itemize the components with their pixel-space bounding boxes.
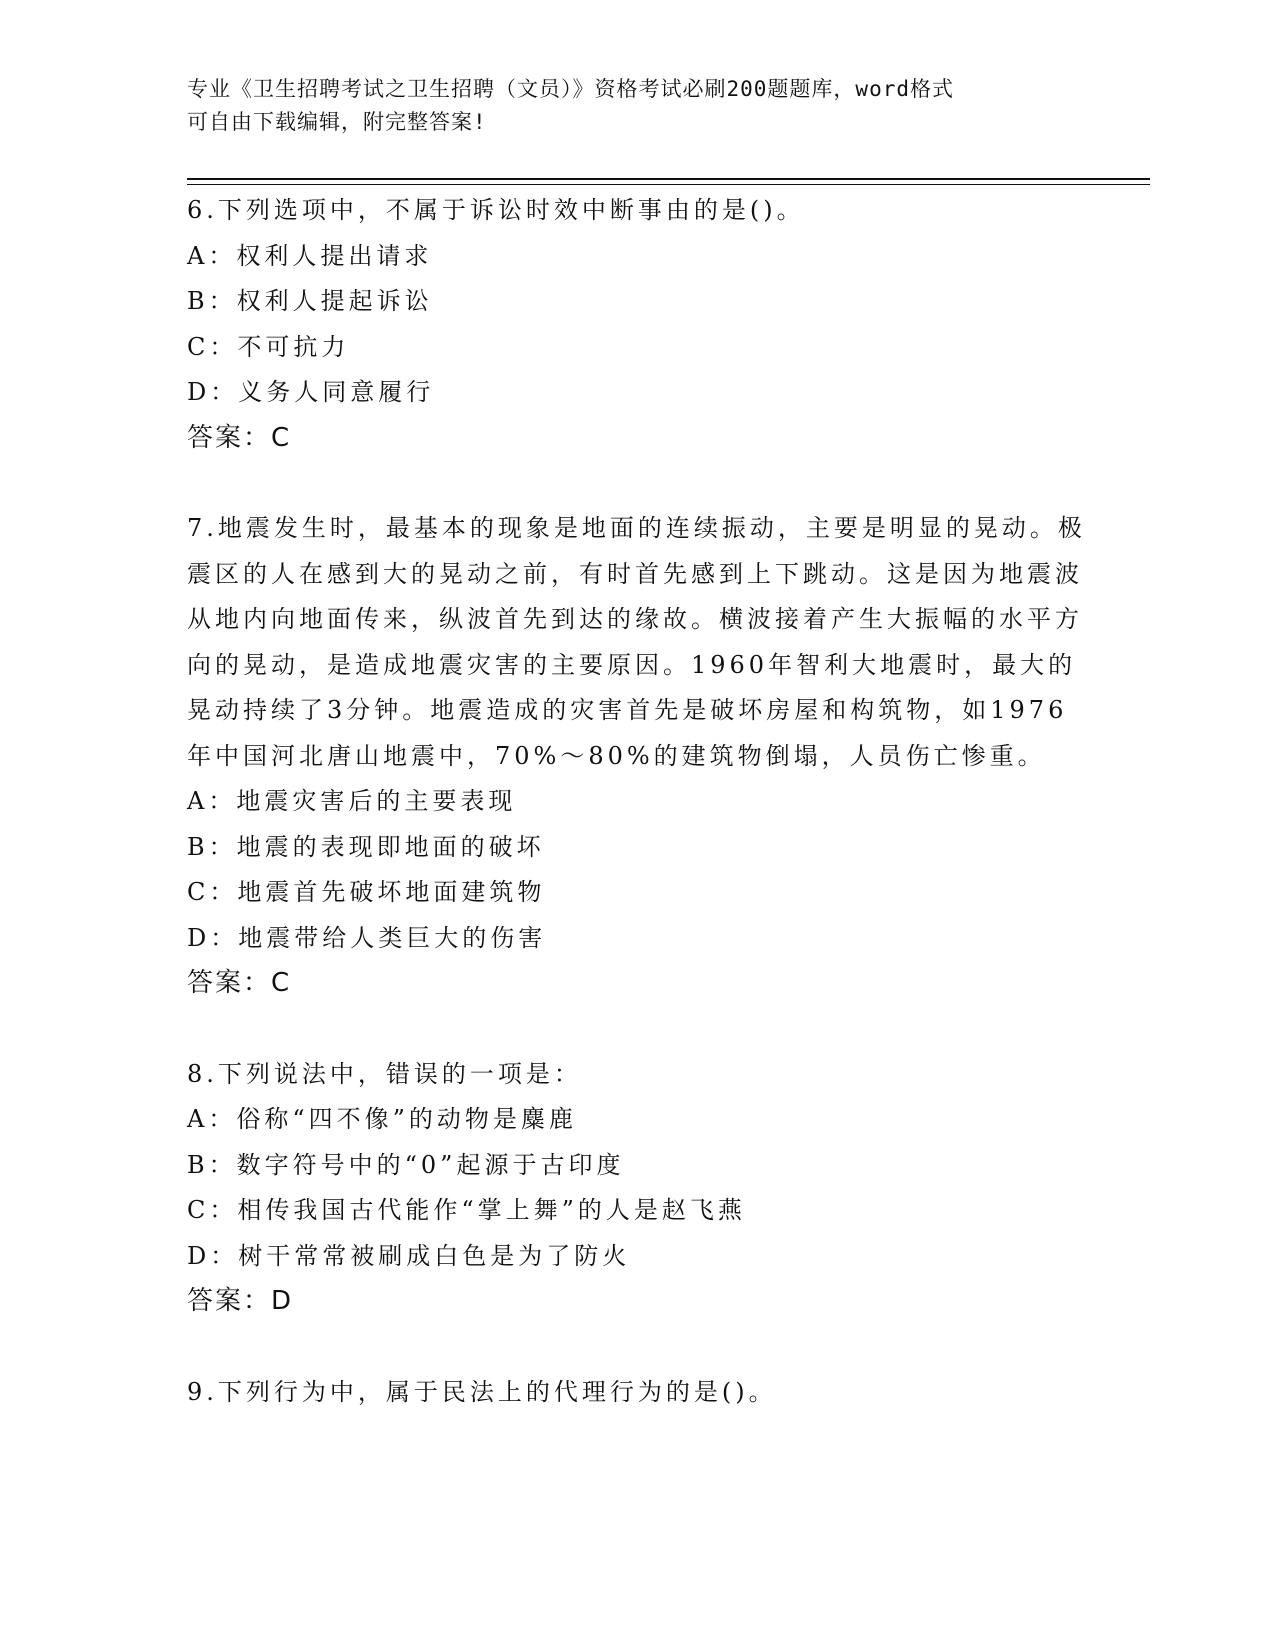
document-header xyxy=(187,73,1067,139)
option-c: C：地震首先破坏地面建筑物 xyxy=(187,878,546,906)
header-line-1: 专业《卫生招聘考试之卫生招聘（文员）》资格考试必刷200题题库，word格式 xyxy=(187,77,954,101)
answer-line: 答案：C xyxy=(187,422,292,453)
option-c: C：不可抗力 xyxy=(187,332,350,361)
answer-line: 答案：D xyxy=(187,1286,294,1316)
header-divider-thin xyxy=(187,184,1150,185)
question-spacer xyxy=(187,1325,1087,1370)
question-8 xyxy=(187,1052,1087,1325)
answer-line: 答案：C xyxy=(187,968,292,998)
option-c: C：相传我国古代能作“掌上舞”的人是赵飞燕 xyxy=(187,1196,746,1224)
option-a: A：地震灾害后的主要表现 xyxy=(187,787,517,815)
option-d: D：地震带给人类巨大的伤害 xyxy=(187,923,547,952)
question-6 xyxy=(187,188,1087,461)
question-stem: 8.下列说法中，错误的一项是： xyxy=(187,1059,582,1088)
option-d: D：义务人同意履行 xyxy=(187,378,435,406)
header-divider-thick xyxy=(187,178,1150,180)
option-b: B：数字符号中的“0”起源于古印度 xyxy=(187,1150,625,1179)
question-9 xyxy=(187,1370,1087,1416)
question-stem: 6.下列选项中，不属于诉讼时效中断事由的是()。 xyxy=(187,196,805,224)
question-spacer xyxy=(187,461,1087,506)
header-line-2: 可自由下载编辑，附完整答案! xyxy=(187,110,487,134)
option-b: B：地震的表现即地面的破坏 xyxy=(187,832,545,861)
option-b: B：权利人提起诉讼 xyxy=(187,287,433,315)
question-stem: 9.下列行为中，属于民法上的代理行为的是()。 xyxy=(187,1377,777,1406)
option-d: D：树干常常被刷成白色是为了防火 xyxy=(187,1241,631,1270)
question-spacer xyxy=(187,1007,1087,1052)
question-7 xyxy=(187,506,1087,1007)
question-list xyxy=(187,188,1087,1415)
option-a: A：权利人提出请求 xyxy=(187,241,433,270)
question-stem: 7.地震发生时，最基本的现象是地面的连续振动，主要是明显的晃动。极震区的人在感到大的晃动之前，有时首先感到上下跳动。这是因为地震波从地内向地面传来，纵波首先到达的缘故。横波接着产生大振幅的水平方向的晃动，是造成地震灾害的主要原因。1960年智利大地震时，最大的晃动持续了3分钟。地震造成的灾害首先是破坏房屋和构筑物，如1976年中国河北唐山地震中，70%～80%的建筑物倒塌，人员伤亡惨重。 xyxy=(187,514,1086,770)
option-a: A：俗称“四不像”的动物是麋鹿 xyxy=(187,1105,577,1133)
